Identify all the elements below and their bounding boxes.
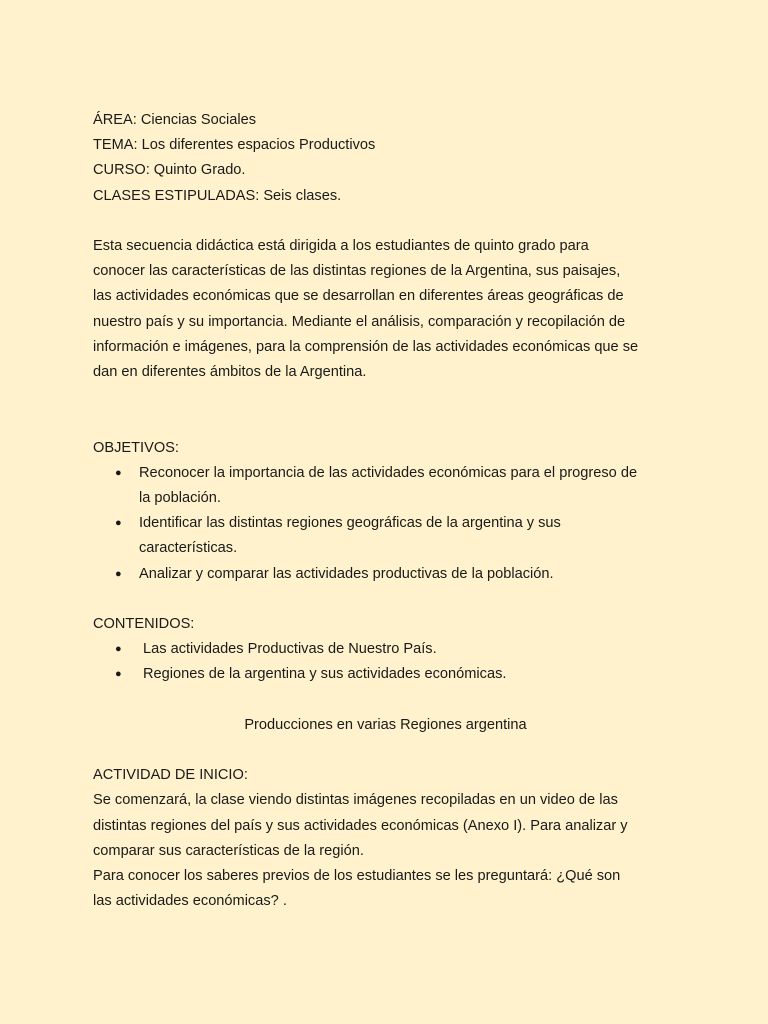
list-item-text: Regiones de la argentina y sus actividades económicas. bbox=[143, 666, 507, 683]
list-item-text: Las actividades Productivas de Nuestro País. bbox=[143, 641, 437, 658]
contenidos-heading: CONTENIDOS: bbox=[93, 616, 195, 633]
spacer bbox=[93, 688, 678, 713]
list-item bbox=[93, 562, 678, 587]
actividad-line: las actividades económicas? . bbox=[93, 893, 287, 910]
list-item bbox=[93, 461, 678, 511]
objetivos-list bbox=[93, 461, 678, 587]
intro-paragraph bbox=[93, 234, 678, 385]
objetivos-section bbox=[93, 436, 678, 587]
bullet-icon: ● bbox=[115, 466, 122, 479]
document-body bbox=[93, 108, 678, 914]
intro-line: Esta secuencia didáctica está dirigida a los estudiantes de quinto grado para bbox=[93, 238, 589, 254]
area-line: ÁREA: Ciencias Sociales bbox=[93, 112, 257, 128]
tema-line: TEMA: Los diferentes espacios Productivos bbox=[93, 137, 376, 154]
list-item-text: Reconocer la importancia de las actividades económicas para el progreso de bbox=[139, 464, 638, 481]
spacer bbox=[93, 209, 678, 234]
contenidos-list bbox=[93, 637, 678, 687]
actividad-line: distintas regiones del país y sus actividades económicas (Anexo I). Para analizar y bbox=[93, 817, 628, 834]
curso-line: CURSO: Quinto Grado. bbox=[93, 162, 246, 179]
intro-line: dan en diferentes ámbitos de la Argentina. bbox=[93, 364, 367, 381]
actividad-line: Se comenzará, la clase viendo distintas imágenes recopiladas en un video de las bbox=[93, 792, 618, 809]
actividad-inicio-section bbox=[93, 763, 678, 914]
intro-line: información e imágenes, para la comprensión de las actividades económicas que se bbox=[93, 338, 639, 355]
bullet-icon: ● bbox=[115, 643, 122, 656]
list-item-text: Identificar las distintas regiones geográficas de la argentina y sus bbox=[139, 515, 561, 532]
list-item bbox=[93, 637, 678, 662]
intro-line: conocer las características de las distintas regiones de la Argentina, sus paisajes, bbox=[93, 263, 621, 280]
clases-line: CLASES ESTIPULADAS: Seis clases. bbox=[93, 187, 342, 204]
list-item-text-cont: la población. bbox=[139, 490, 221, 507]
actividad-line: Para conocer los saberes previos de los estudiantes se les preguntará: ¿Qué son bbox=[93, 868, 621, 885]
bullet-icon: ● bbox=[115, 567, 122, 580]
header-block bbox=[93, 108, 678, 209]
actividad-inicio-heading: ACTIVIDAD DE INICIO: bbox=[93, 767, 248, 784]
list-item-text: Analizar y comparar las actividades productivas de la población. bbox=[139, 565, 554, 582]
list-item bbox=[93, 511, 678, 561]
intro-line: nuestro país y su importancia. Mediante el análisis, comparación y recopilación de bbox=[93, 313, 626, 330]
spacer bbox=[93, 587, 678, 612]
list-item bbox=[93, 662, 678, 687]
contenidos-section bbox=[93, 612, 678, 688]
intro-line: las actividades económicas que se desarrollan en diferentes áreas geográficas de bbox=[93, 288, 624, 305]
bullet-icon: ● bbox=[115, 517, 122, 530]
actividad-line: comparar sus características de la región. bbox=[93, 842, 364, 859]
spacer bbox=[93, 738, 678, 763]
section-subtitle: Producciones en varias Regiones argentina bbox=[244, 716, 527, 733]
spacer bbox=[93, 385, 678, 435]
bullet-icon: ● bbox=[115, 668, 122, 681]
objetivos-heading: OBJETIVOS: bbox=[93, 439, 179, 456]
list-item-text-cont: características. bbox=[139, 540, 238, 557]
